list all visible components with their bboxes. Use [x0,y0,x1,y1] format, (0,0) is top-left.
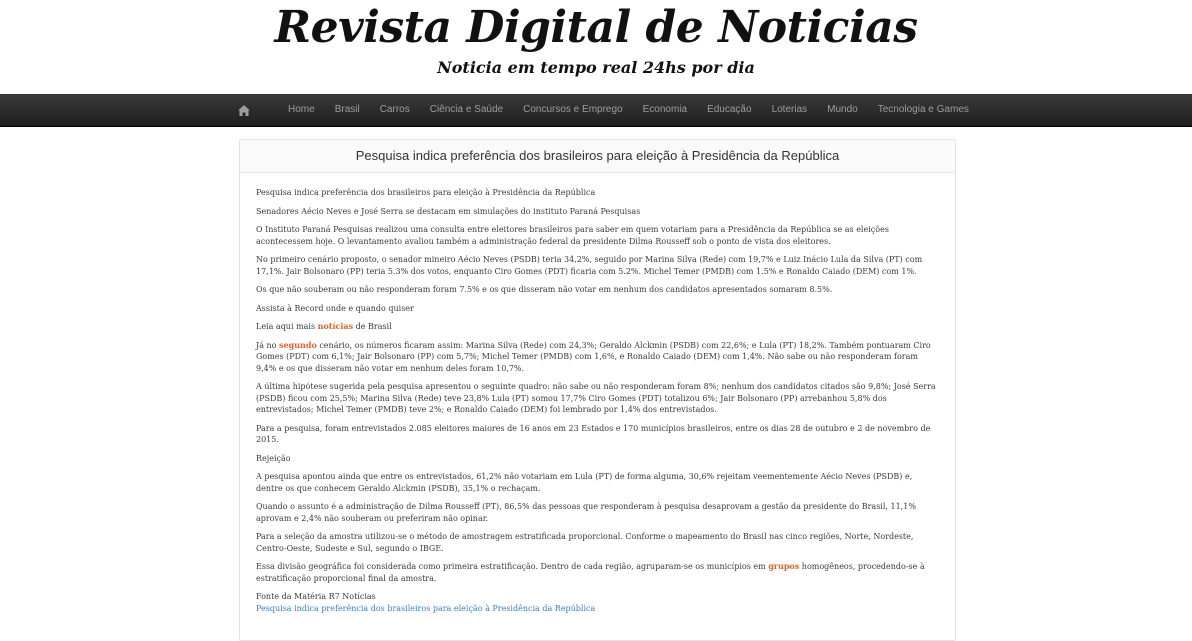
article-panel [239,139,956,641]
article-paragraph: No primeiro cenário proposto, o senador mineiro Aécio Neves (PSDB) teria 34,2%, seguido por Marina Silva (Rede) com 19,7% e Luiz Inácio Lula da Silva (PT) com 17,1%. Jair Bolsonaro (PP) teria 5.3% dos votos, enquanto Ciro Gomes (PDT) ficaria com 5.2%. Michel Temer (PMDB) com 1.5% e Ronaldo Caiado (DEM) com 1%. [256,255,923,276]
site-tagline: Noticia em tempo real 24hs por dia [437,58,755,77]
source-link[interactable]: Pesquisa indica preferência dos brasileiros para eleição à Presidência da República [256,603,596,613]
article-subtitle: Senadores Aécio Neves e José Serra se destacam em simulações do instituto Paraná Pesquisas [256,206,641,216]
article-paragraph: Pesquisa indica preferência dos brasileiros para eleição à Presidência da República [256,188,596,197]
text-segment: Já no [256,340,280,350]
article-paragraph: Para a pesquisa, foram entrevistados 2.085 eleitores maiores de 16 anos em 23 Estados e 170 municípios brasileiros, entre os dias 28 de outubro e 2 de novembro de 2015. [256,423,931,444]
nav-item-brasil[interactable]: Brasil [334,104,360,115]
text-segment: homogêneos, procedendo-se à estratificação proporcional final da amostra. [256,562,925,583]
source-label: Fonte da Matéria R7 Notícias [256,592,376,601]
segundo-link[interactable]: segundo [279,339,317,350]
nav-item-tecnologia-games[interactable]: Tecnologia e Games [877,104,969,115]
nav-item-mundo[interactable]: Mundo [827,104,858,115]
grupos-link[interactable]: grupos [768,561,800,571]
nav-item-educacao[interactable]: Educação [707,104,752,115]
article-paragraph: Os que não souberam ou não responderam foram 7.5% e os que disseram não votar em nenhum dos candidatos apresentados somaram 8.5%. [256,285,833,294]
nav-menu [238,94,979,126]
article-paragraph: O Instituto Paraná Pesquisas realizou uma consulta entre eleitores brasileiros para saber em quem votariam para a Presidência da República se as eleições acontecessem hoje. O levantamento avaliou também a administração federal da presidente Dilma Rousseff sob o ponto de vista dos eleitores. [256,225,889,246]
article-source [256,591,939,614]
nav-item-concursos-emprego[interactable]: Concursos e Emprego [523,104,623,115]
nav-item-loterias[interactable]: Loterias [771,104,808,115]
nav-item-carros[interactable]: Carros [379,104,410,115]
site-title[interactable]: Revista Digital de Noticias [274,2,918,53]
article-body [240,173,955,614]
article-paragraph [256,340,939,375]
nav-item-ciencia-saude[interactable]: Ciência e Saúde [429,104,504,115]
article-paragraph: Assista à Record onde e quando quiser [256,303,414,313]
article-title: Pesquisa indica preferência dos brasileiros para eleição à Presidência da República [240,140,955,173]
text-segment: Essa divisão geográfica foi considerada como primeira estratificação. Dentro de cada região, agruparam-se os municípios em [256,562,769,571]
article-paragraph: A última hipótese sugerida pela pesquisa apresentou o seguinte quadro: não sabe ou não responderam foram 8%; nenhum dos candidatos citados são 9,8%; José Serra (PSDB) ficou com 25,5%; Marina Silva (Rede) teve 23,8% Lula (PT) somou 17,7% Ciro Gomes (PDT) totalizou 6%; Jair Bolsonaro (PP) arrebanhou 5,8% dos entrevistados; Michel Temer (PMDB) teve 2%; e Ronaldo Caiado (DEM) foi lembrado por 1,4% dos entrevistados. [256,382,936,414]
main-navbar [0,94,1192,127]
article-paragraph: A pesquisa apontou ainda que entre os entrevistados, 61,2% não votariam em Lula (PT) de forma alguma, 30,6% rejeitam veementemente Aécio Neves (PSDB) e, dentre os que conhecem Geraldo Alckmin (PSDB), 35,1% o rechaçam. [256,472,913,493]
text-segment: de Brasil [353,322,392,331]
noticias-link[interactable]: notícias [317,321,354,331]
nav-item-economia[interactable]: Economia [642,104,688,115]
article-paragraph: Quando o assunto é a administração de Dilma Rousseff (PT), 86,5% das pessoas que responderam à pesquisa desaprovam a gestão da presidente do Brasil, 11,1% aprovam e 2,4% não souberam ou preferiram não opinar. [256,502,916,523]
article-paragraph [256,321,939,333]
article-paragraph: Para a seleção da amostra utilizou-se o método de amostragem estratificada proporcional. Conforme o mapeamento do Brasil nas cinco regiões, Norte, Nordeste, Centro-Oeste, Sudeste e Sul, segundo o IBGE. [256,532,914,553]
section-heading-rejeicao: Rejeição [256,453,291,463]
masthead [0,0,1192,94]
home-icon[interactable] [238,103,252,117]
article-paragraph [256,561,939,584]
text-segment: cenário, os números ficaram assim: Marina Silva (Rede) com 24,3%; Geraldo Alckmin (PSDB) com 22,6%; e Lula (PT) 18,2%. Também pontuaram Ciro Gomes (PDT) com 6,1%; Jair Bolsonaro (PP) com 5,7%; Michel Temer (PMDB) com 1,6%, e Ronaldo Caiado (DEM) com 1,4%. Não sabe ou não responderam foram 9,4% e os que disseram não votar em nenhum deles foram 10,7%. [256,340,931,373]
nav-item-home[interactable]: Home [288,104,315,115]
text-segment: Leia aqui mais [256,322,318,331]
